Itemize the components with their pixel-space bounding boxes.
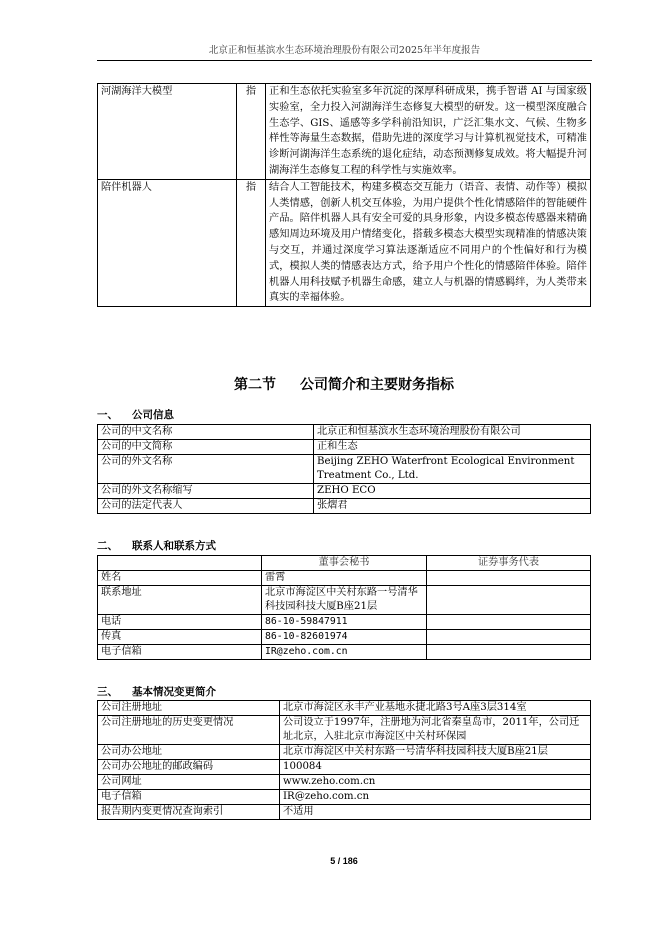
section-title — [97, 374, 591, 394]
row-value: 100084 — [280, 760, 591, 775]
row-label: 公司的外文名称 — [98, 455, 314, 484]
row-label: 电话 — [98, 615, 262, 630]
table-row — [98, 484, 591, 499]
row-value: 公司设立于1997年，注册地为河北省秦皇岛市，2011年，公司迁址北京，入驻北京市海淀区中关村环保园 — [280, 716, 591, 745]
header-cell: 证券事务代表 — [427, 556, 591, 571]
heading-index: 一、 — [97, 409, 118, 421]
row-label: 公司的法定代表人 — [98, 499, 314, 514]
row-value: IR@zeho.com.cn — [280, 790, 591, 805]
definition-term: 河湖海洋大模型 — [98, 84, 237, 180]
table-row — [98, 716, 591, 745]
page-number: 5 / 186 — [330, 856, 358, 866]
section-number: 第二节 — [234, 377, 276, 393]
secretary-value: 86-10-82601974 — [262, 630, 427, 645]
header-cell: 董事会秘书 — [262, 556, 427, 571]
row-label: 联系地址 — [98, 586, 262, 615]
rep-value — [427, 615, 591, 630]
secretary-value: IR@zeho.com.cn — [262, 645, 427, 660]
row-label: 传真 — [98, 630, 262, 645]
definition-row — [98, 179, 591, 306]
company-info-table — [97, 424, 591, 514]
heading-index: 三、 — [97, 686, 118, 698]
table-row — [98, 440, 591, 455]
row-value: 北京正和恒基滨水生态环境治理股份有限公司 — [314, 425, 591, 440]
row-value: 北京市海淀区中关村东路一号清华科技园科技大厦B座21层 — [280, 745, 591, 760]
row-value: 正和生态 — [314, 440, 591, 455]
definition-term: 陪伴机器人 — [98, 179, 237, 306]
definition-mark: 指 — [237, 179, 266, 306]
definition-mark: 指 — [237, 84, 266, 180]
section-name: 公司简介和主要财务指标 — [300, 377, 454, 393]
row-value: Beijing ZEHO Waterfront Ecological Environment Treatment Co., Ltd. — [314, 455, 591, 484]
row-value: www.zeho.com.cn — [280, 775, 591, 790]
table-row — [98, 701, 591, 716]
heading-text: 公司信息 — [132, 409, 174, 421]
secretary-value: 北京市海淀区中关村东路一号清华科技园科技大厦B座21层 — [262, 586, 427, 615]
row-label: 公司办公地址的邮政编码 — [98, 760, 280, 775]
row-label: 公司注册地址 — [98, 701, 280, 716]
report-header: 北京正和恒基滨水生态环境治理股份有限公司2025年半年度报告 — [97, 42, 592, 61]
secretary-value: 86-10-59847911 — [262, 615, 427, 630]
row-label: 姓名 — [98, 571, 262, 586]
table-row — [98, 630, 591, 645]
table-row — [98, 775, 591, 790]
row-value: 不适用 — [280, 805, 591, 820]
definition-row — [98, 84, 591, 180]
heading-text: 联系人和联系方式 — [132, 540, 216, 552]
row-value: 张熠君 — [314, 499, 591, 514]
company-info-heading — [97, 407, 174, 422]
secretary-value: 雷霄 — [262, 571, 427, 586]
table-row — [98, 571, 591, 586]
rep-value — [427, 571, 591, 586]
row-value: ZEHO ECO — [314, 484, 591, 499]
table-row — [98, 499, 591, 514]
heading-text: 基本情况变更简介 — [132, 686, 216, 698]
table-header-row — [98, 556, 591, 571]
table-row — [98, 790, 591, 805]
table-row — [98, 645, 591, 660]
contact-heading — [97, 538, 216, 553]
row-label: 公司的中文简称 — [98, 440, 314, 455]
definitions-table — [97, 83, 591, 307]
basic-changes-heading — [97, 684, 216, 699]
heading-index: 二、 — [97, 540, 118, 552]
basic-changes-table — [97, 700, 591, 820]
table-row — [98, 805, 591, 820]
row-label: 电子信箱 — [98, 645, 262, 660]
row-label: 公司办公地址 — [98, 745, 280, 760]
contact-table — [97, 555, 591, 660]
row-label: 报告期内变更情况查询索引 — [98, 805, 280, 820]
row-label: 公司网址 — [98, 775, 280, 790]
row-label: 公司注册地址的历史变更情况 — [98, 716, 280, 745]
definition-desc: 结合人工智能技术，构建多模态交互能力（语音、表情、动作等）模拟人类情感，创新人机交互体验，为用户提供个性化情感陪伴的智能硬件产品。陪伴机器人具有安全可爱的具身形象，内设多模态传感器来精确感知周边环境及用户情绪变化，搭载多模态大模型实现精准的情感决策与交互，并通过深度学习算法逐渐适应不同用户的个性偏好和行为模式，模拟人类的情感表达方式，给予用户个性化的情感陪伴体验。陪伴机器人用科技赋予机器生命感，建立人与机器的情感羁绊，为人类带来真实的幸福体验。 — [266, 179, 591, 306]
rep-value — [427, 630, 591, 645]
table-row — [98, 586, 591, 615]
rep-value — [427, 645, 591, 660]
table-row — [98, 745, 591, 760]
rep-value — [427, 586, 591, 615]
row-value: 北京市海淀区永丰产业基地永捷北路3号A座3层314室 — [280, 701, 591, 716]
table-row — [98, 455, 591, 484]
row-label: 电子信箱 — [98, 790, 280, 805]
row-label: 公司的外文名称缩写 — [98, 484, 314, 499]
definition-desc: 正和生态依托实验室多年沉淀的深厚科研成果，携手智谱 AI 与国家级实验室，全力投入河湖海洋生态修复大模型的研发。这一模型深度融合生态学、GIS、遥感等多学科前沿知识，广泛汇集水文、气候、生物多样性等海量生态数据，借助先进的深度学习与计算机视觉技术，可精准诊断河湖海洋生态系统的退化症结，动态预测修复成效。将大幅提升河湖海洋生态修复工程的科学性与实施效率。 — [266, 84, 591, 180]
table-row — [98, 425, 591, 440]
row-label: 公司的中文名称 — [98, 425, 314, 440]
table-row — [98, 615, 591, 630]
header-cell — [98, 556, 262, 571]
table-row — [98, 760, 591, 775]
